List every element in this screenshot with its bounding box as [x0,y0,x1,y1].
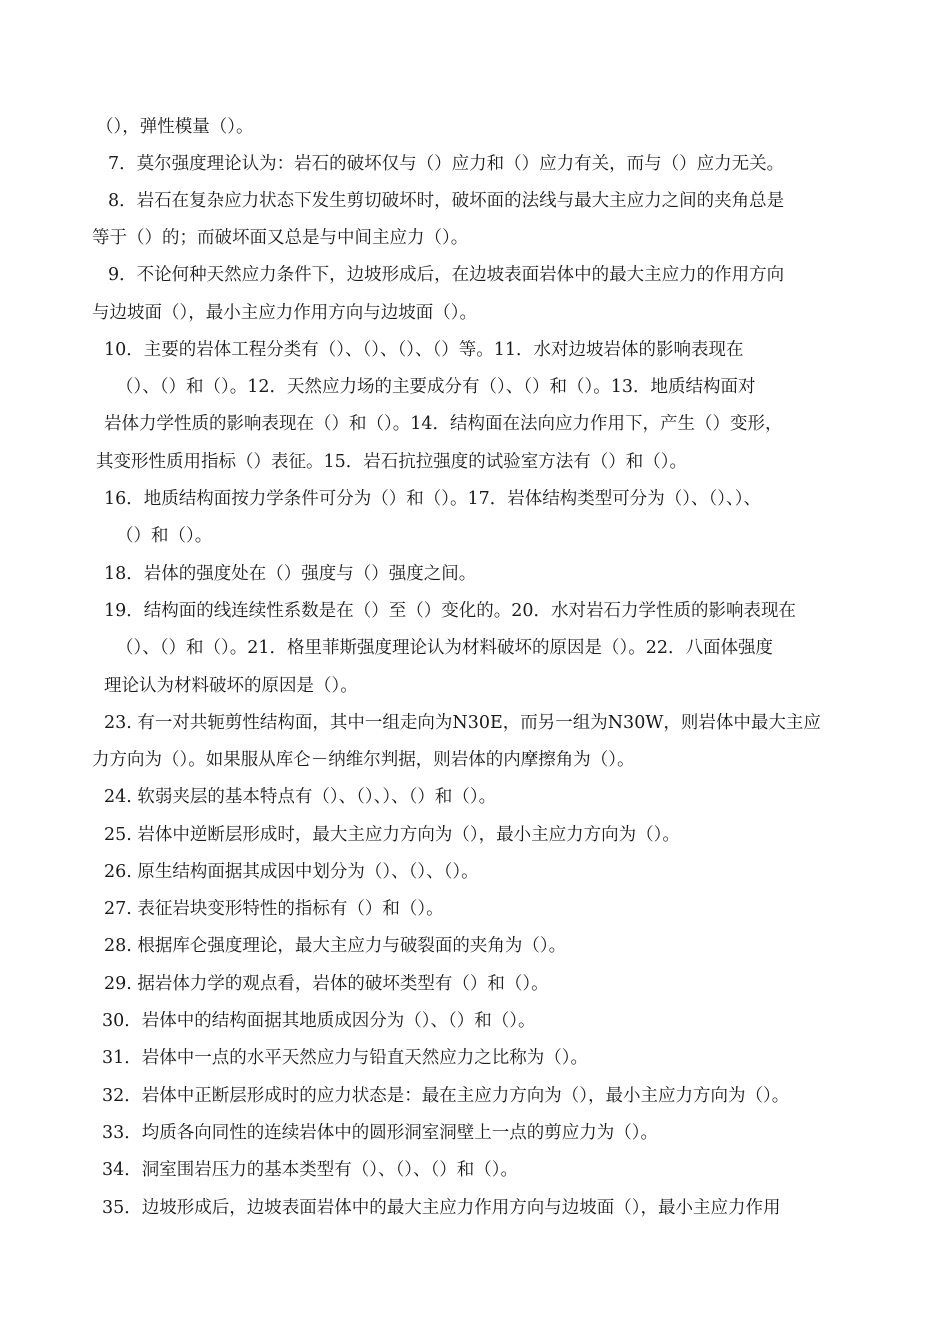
text-line: （）、（）和（）。12．天然应力场的主要成分有（）、（）和（）。13．地质结构面对 [116,377,756,397]
text-line: 28. 根据库仑强度理论，最大主应力与破裂面的夹角为（）。 [104,936,567,956]
text-line: 18．岩体的强度处在（）强度与（）强度之间。 [104,564,477,584]
text-line: （）和（）。 [116,526,213,546]
text-line: 9．不论何种天然应力条件下，边坡形成后，在边坡表面岩体中的最大主应力的作用方向 [108,265,785,285]
text-line: （），弹性模量（）。 [96,117,254,137]
text-line: 32．岩体中正断层形成时的应力状态是：最在主应力方向为（），最小主应力方向为（）。 [102,1086,790,1106]
text-line: 19．结构面的线连续性系数是在（）至（）变化的。20．水对岩石力学性质的影响表现在 [104,601,797,621]
text-line: 34．洞室围岩压力的基本类型有（）、（）、（）和（）。 [102,1160,519,1180]
text-line: 等于（）的；而破坏面又总是与中间主应力（）。 [92,228,469,248]
text-line: 理论认为材料破坏的原因是（）。 [104,676,358,696]
text-line: 30．岩体中的结构面据其地质成因分为（）、（）和（）。 [102,1011,536,1031]
text-line: 26. 原生结构面据其成因中划分为（）、（）、（）。 [104,862,479,882]
text-line: 27. 表征岩块变形特性的指标有（）和（）。 [104,899,444,919]
text-line: 16．地质结构面按力学条件可分为（）和（）。17．岩体结构类型可分为（）、（）、）、 [104,489,762,509]
text-line: 24. 软弱夹层的基本特点有（）、（）、）、（）和（）。 [104,787,497,807]
text-line: 33．均质各向同性的连续岩体中的圆形洞室洞壁上一点的剪应力为（）。 [102,1123,659,1143]
text-line: 7．莫尔强度理论认为：岩石的破坏仅与（）应力和（）应力有关，而与（）应力无关。 [108,154,785,174]
text-line: （）、（）和（）。21．格里菲斯强度理论认为材料破坏的原因是（）。22．八面体强度 [116,638,774,658]
text-line: 其变形性质用指标（）表征。15．岩石抗拉强度的试验室方法有（）和（）。 [96,452,688,472]
text-line: 23. 有一对共轭剪性结构面，其中一组走向为N30E，而另一组为N30W，则岩体中最大主应 [104,713,821,733]
text-line: 与边坡面（），最小主应力作用方向与边坡面（）。 [92,303,477,323]
text-line: 力方向为（）。如果服从库仑－纳维尔判据，则岩体的内摩擦角为（）。 [92,750,635,770]
text-line: 31．岩体中一点的水平天然应力与铅直天然应力之比称为（）。 [102,1048,589,1068]
text-line: 35．边坡形成后，边坡表面岩体中的最大主应力作用方向与边坡面（），最小主应力作用 [102,1198,781,1218]
text-line: 10．主要的岩体工程分类有（）、（）、（）、（）等。11．水对边坡岩体的影响表现在 [104,340,744,360]
text-line: 岩体力学性质的影响表现在（）和（）。14．结构面在法向应力作用下，产生（）变形， [104,414,783,434]
text-line: 29. 据岩体力学的观点看，岩体的破坏类型有（）和（）。 [104,974,549,994]
text-line: 25. 岩体中逆断层形成时，最大主应力方向为（），最小主应力方向为（）。 [104,825,680,845]
text-line: 8．岩石在复杂应力状态下发生剪切破坏时，破坏面的法线与最大主应力之间的夹角总是 [108,191,785,211]
